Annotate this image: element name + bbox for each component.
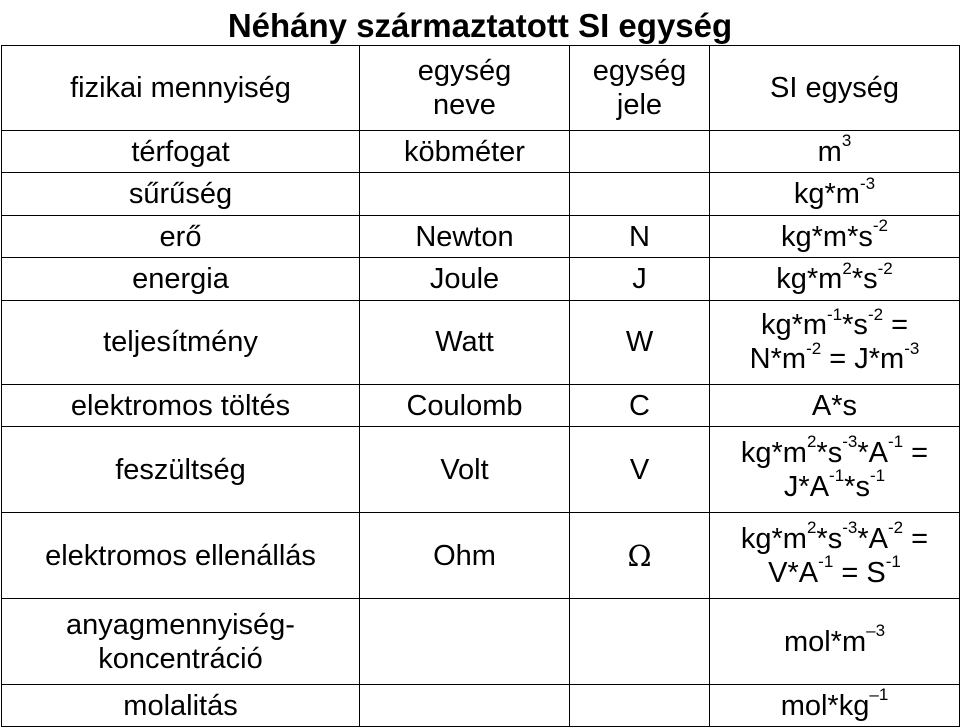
- si-unit-cell: $mol*m^{-3}$: [710, 599, 960, 685]
- table-row: [2, 685, 960, 727]
- si-unit-cell: $kg*m^2*s^{-3}*A^{-2}$ = $V*A^{-1} = S^{-1}$: [710, 513, 960, 599]
- si-units-table: [1, 45, 960, 727]
- unit-symbol-cell: [570, 130, 710, 172]
- quantity-cell: erő: [2, 215, 360, 257]
- table-row: [2, 215, 960, 257]
- quantity-cell: elektromos ellenállás: [2, 513, 360, 599]
- header-row: [2, 46, 960, 131]
- table-row: [2, 300, 960, 384]
- header-si-unit: SI egység: [710, 46, 960, 131]
- si-unit-cell: $kg*m^2*s^{-2}$: [710, 258, 960, 300]
- quantity-cell: sűrűség: [2, 173, 360, 215]
- unit-name-cell: Coulomb: [360, 384, 570, 426]
- table-title: Néhány származtatott SI egység: [227, 7, 733, 44]
- unit-name-cell: Newton: [360, 215, 570, 257]
- si-unit-cell: $kg*m^{-1}*s^{-2}$ = $N*m^{-2} = J*m^{-3}$: [710, 300, 960, 384]
- table-row: [2, 258, 960, 300]
- unit-symbol-cell: W: [570, 300, 710, 384]
- si-unit-cell: $kg*m^{-3}$: [710, 173, 960, 215]
- table-row: [2, 384, 960, 426]
- si-unit-cell: $mol*kg^{-1}$: [710, 685, 960, 727]
- quantity-cell: elektromos töltés: [2, 384, 360, 426]
- header-quantity: fizikai mennyiség: [2, 46, 360, 131]
- quantity-cell: anyagmennyiség- koncentráció: [2, 599, 360, 685]
- unit-name-cell: [360, 685, 570, 727]
- unit-name-cell: Joule: [360, 258, 570, 300]
- unit-name-cell: [360, 173, 570, 215]
- table-row: [2, 173, 960, 215]
- si-unit-cell: $kg*m*s^{-2}$: [710, 215, 960, 257]
- unit-symbol-cell: [570, 599, 710, 685]
- unit-symbol-cell: V: [570, 427, 710, 513]
- quantity-cell: energia: [2, 258, 360, 300]
- table-row: [2, 599, 960, 685]
- si-unit-cell: A*s: [710, 384, 960, 426]
- quantity-cell: molalitás: [2, 685, 360, 727]
- quantity-cell: térfogat: [2, 130, 360, 172]
- header-unit-name: egység neve: [360, 46, 570, 131]
- unit-name-cell: Volt: [360, 427, 570, 513]
- unit-symbol-cell: N: [570, 215, 710, 257]
- unit-name-cell: köbméter: [360, 130, 570, 172]
- table-row: [2, 513, 960, 599]
- quantity-cell: teljesítmény: [2, 300, 360, 384]
- unit-symbol-cell: J: [570, 258, 710, 300]
- unit-symbol-cell: Ω: [570, 513, 710, 599]
- table-row: [2, 427, 960, 513]
- quantity-cell: feszültség: [2, 427, 360, 513]
- si-unit-cell: $m^3$: [710, 130, 960, 172]
- table-row: [2, 130, 960, 172]
- unit-name-cell: Ohm: [360, 513, 570, 599]
- unit-symbol-cell: C: [570, 384, 710, 426]
- unit-name-cell: [360, 599, 570, 685]
- header-unit-symbol: egység jele: [570, 46, 710, 131]
- unit-symbol-cell: [570, 685, 710, 727]
- si-unit-cell: $kg*m^2*s^{-3}*A^{-1}$ = $J*A^{-1}*s^{-1}$: [710, 427, 960, 513]
- unit-name-cell: Watt: [360, 300, 570, 384]
- unit-symbol-cell: [570, 173, 710, 215]
